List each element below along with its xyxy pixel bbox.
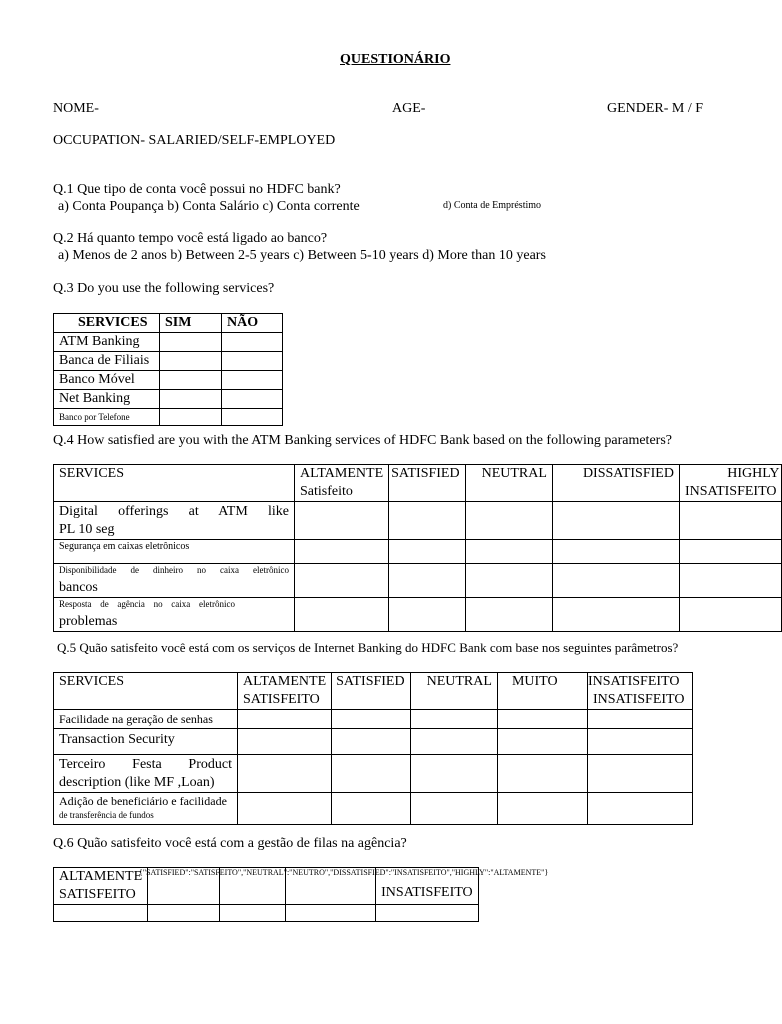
- q4-row-label: Resposta de agência no caixa eletrônico problemas: [54, 598, 295, 632]
- q6-header-insatisfeito: INSATISFEITO: [376, 868, 479, 905]
- q3-nao-cell[interactable]: [222, 352, 283, 371]
- q3-row-label: Banco por Telefone: [54, 409, 160, 426]
- q5-rating-cell[interactable]: [410, 729, 497, 755]
- q5-rating-cell[interactable]: [238, 793, 332, 825]
- q3-sim-cell[interactable]: [160, 371, 222, 390]
- q5-internet-banking-table: [53, 672, 693, 825]
- q4-header-satisfied: SATISFIED: [389, 465, 465, 502]
- q4-header-dissatisfied: DISSATISFIED: [552, 465, 679, 502]
- q5-row-label: Transaction Security: [54, 729, 238, 755]
- q5-header-insatisfeito: INSATISFEITO INSATISFEITO: [587, 673, 692, 710]
- q2-options: a) Menos de 2 anos b) Between 2-5 years c) Between 5-10 years d) More than 10 years: [58, 248, 546, 263]
- q4-rating-cell[interactable]: [552, 502, 679, 540]
- q4-rating-cell[interactable]: [679, 564, 782, 598]
- q5-header-muito: MUITO: [497, 673, 587, 710]
- q3-sim-cell[interactable]: [160, 409, 222, 426]
- q4-atm-table: [53, 464, 782, 632]
- q4-row-label: Segurança em caixas eletrônicos: [54, 540, 295, 564]
- q3-nao-cell[interactable]: [222, 390, 283, 409]
- q5-row-label: Facilidade na geração de senhas: [54, 710, 238, 729]
- q3-row-label: Banca de Filiais: [54, 352, 160, 371]
- q5-header-services: SERVICES: [54, 673, 238, 710]
- q5-row-label: Adição de beneficiário e facilidade de transferência de fundos: [54, 793, 238, 825]
- q5-rating-cell[interactable]: [497, 793, 587, 825]
- q3-services-table: [53, 313, 283, 426]
- q5-rating-cell[interactable]: [587, 793, 692, 825]
- q5-rating-cell[interactable]: [497, 755, 587, 793]
- q3-header-nao: NÃO: [222, 314, 283, 333]
- q4-rating-cell[interactable]: [679, 502, 782, 540]
- q4-rating-cell[interactable]: [465, 564, 552, 598]
- q5-rating-cell[interactable]: [410, 755, 497, 793]
- q3-header-services: SERVICES: [54, 314, 160, 333]
- q5-rating-cell[interactable]: [410, 793, 497, 825]
- q4-row-label: Disponibilidade de dinheiro no caixa eletrônico bancos: [54, 564, 295, 598]
- q5-rating-cell[interactable]: [587, 710, 692, 729]
- q4-header-altamente: ALTAMENTE Satisfeito: [295, 465, 389, 502]
- q4-row-label: Digital offerings at ATM like PL 10 seg: [54, 502, 295, 540]
- q6-rating-cell[interactable]: [286, 905, 376, 922]
- q4-rating-cell[interactable]: [552, 598, 679, 632]
- q5-rating-cell[interactable]: [238, 710, 332, 729]
- q4-rating-cell[interactable]: [465, 502, 552, 540]
- q5-rating-cell[interactable]: [238, 729, 332, 755]
- q4-rating-cell[interactable]: [465, 540, 552, 564]
- q5-rating-cell[interactable]: [332, 710, 410, 729]
- q3-sim-cell[interactable]: [160, 352, 222, 371]
- q4-rating-cell[interactable]: [389, 564, 465, 598]
- age-label: AGE-: [392, 101, 426, 116]
- q6-rating-cell[interactable]: [148, 905, 220, 922]
- q5-rating-cell[interactable]: [332, 755, 410, 793]
- q4-rating-cell[interactable]: [389, 598, 465, 632]
- q4-rating-cell[interactable]: [552, 540, 679, 564]
- q5-header-satisfied: SATISFIED: [332, 673, 410, 710]
- q3-question: Q.3 Do you use the following services?: [53, 281, 275, 296]
- q4-header-services: SERVICES: [54, 465, 295, 502]
- q2-question: Q.2 Há quanto tempo você está ligado ao banco?: [53, 231, 328, 246]
- q4-rating-cell[interactable]: [295, 598, 389, 632]
- q5-header-altamente: ALTAMENTE SATISFEITO: [238, 673, 332, 710]
- q4-rating-cell[interactable]: [465, 598, 552, 632]
- q4-header-neutral: NEUTRAL: [465, 465, 552, 502]
- q5-rating-cell[interactable]: [587, 729, 692, 755]
- gender-label: GENDER- M / F: [607, 101, 704, 116]
- q3-sim-cell[interactable]: [160, 333, 222, 352]
- q3-row-label: ATM Banking: [54, 333, 160, 352]
- q6-rating-cell[interactable]: [376, 905, 479, 922]
- q4-rating-cell[interactable]: [389, 540, 465, 564]
- page-title: QUESTIONÁRIO: [340, 52, 451, 67]
- q6-rating-cell[interactable]: [54, 905, 148, 922]
- q5-rating-cell[interactable]: [238, 755, 332, 793]
- q3-nao-cell[interactable]: [222, 409, 283, 426]
- q4-rating-cell[interactable]: [295, 540, 389, 564]
- q1-question: Q.1 Que tipo de conta você possui no HDFC bank?: [53, 182, 341, 197]
- q5-header-neutral: NEUTRAL: [410, 673, 497, 710]
- q3-sim-cell[interactable]: [160, 390, 222, 409]
- q5-rating-cell[interactable]: [332, 729, 410, 755]
- q5-rating-cell[interactable]: [332, 793, 410, 825]
- q6-question: Q.6 Quão satisfeito você está com a gestão de filas na agência?: [53, 836, 407, 851]
- q3-header-sim: SIM: [160, 314, 222, 333]
- q4-rating-cell[interactable]: [295, 564, 389, 598]
- q4-question: Q.4 How satisfied are you with the ATM Banking services of HDFC Bank based on the following parameters?: [53, 433, 672, 448]
- q5-rating-cell[interactable]: [497, 710, 587, 729]
- name-label: NOME-: [53, 101, 99, 116]
- q6-header-altamente: ALTAMENTE SATISFEITO: [54, 868, 148, 905]
- q3-nao-cell[interactable]: [222, 371, 283, 390]
- q6-header-json-text: {"SATISFIED":"SATISFEITO","NEUTRAL":"NEUTRO","DISSATISFIED":"INSATISFEITO","HIGHLY":"ALTAMENTE"}: [139, 868, 549, 877]
- q1-options: a) Conta Poupança b) Conta Salário c) Conta corrente: [58, 199, 360, 214]
- q3-row-label: Banco Móvel: [54, 371, 160, 390]
- q4-rating-cell[interactable]: [679, 540, 782, 564]
- q5-rating-cell[interactable]: [497, 729, 587, 755]
- q1-option-d: d) Conta de Empréstimo: [443, 200, 542, 211]
- q3-row-label: Net Banking: [54, 390, 160, 409]
- q4-rating-cell[interactable]: [295, 502, 389, 540]
- q5-row-label: Terceiro Festa Product description (like MF ,Loan): [54, 755, 238, 793]
- q4-rating-cell[interactable]: [552, 564, 679, 598]
- q4-rating-cell[interactable]: [389, 502, 465, 540]
- q5-question: Q.5 Quão satisfeito você está com os serviços de Internet Banking do HDFC Bank com base nos seguintes parâmetros?: [57, 640, 679, 655]
- q5-rating-cell[interactable]: [587, 755, 692, 793]
- occupation-label: OCCUPATION- SALARIED/SELF-EMPLOYED: [53, 133, 336, 148]
- q6-rating-cell[interactable]: [220, 905, 286, 922]
- q5-rating-cell[interactable]: [410, 710, 497, 729]
- q4-header-highly: HIGHLY INSATISFEITO: [679, 465, 782, 502]
- q4-rating-cell[interactable]: [679, 598, 782, 632]
- q3-nao-cell[interactable]: [222, 333, 283, 352]
